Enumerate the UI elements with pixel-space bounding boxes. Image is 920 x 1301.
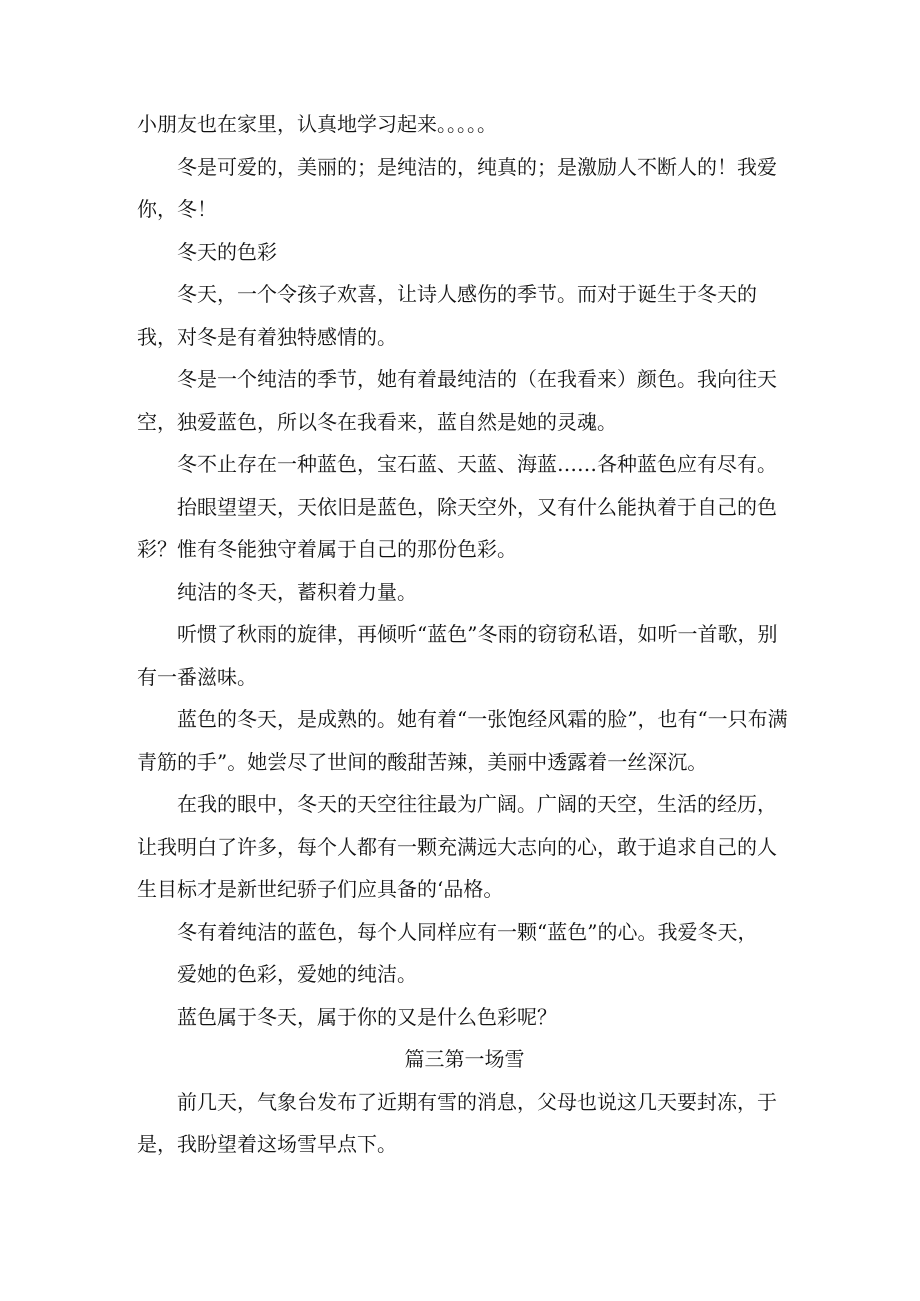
paragraph-14: 蓝色属于冬天，属于你的又是什么色彩呢？: [177, 1004, 557, 1029]
document-body: [137, 103, 792, 1166]
paragraph-4: 冬天，一个令孩子欢喜，让诗人感伤的季节。而对于诞生于冬天的我，对冬是有着独特感情的。: [137, 282, 757, 349]
paragraph-9: 听惯了秋雨的旋律，再倾听“蓝色”冬雨的窃窃私语，如听一首歌，别有一番滋味。: [137, 622, 778, 689]
paragraph-12: 冬有着纯洁的蓝色，每个人同样应有一颗“蓝色”的心。我爱冬天，: [177, 919, 758, 944]
paragraph-16: 前几天，气象台发布了近期有雪的消息，父母也说这几天要封冻，于是，我盼望着这场雪早点下。: [137, 1089, 777, 1156]
section-title-first-snow: 篇三第一场雪: [404, 1047, 525, 1071]
paragraph-6: 冬不止存在一种蓝色，宝石蓝、天蓝、海蓝……各种蓝色应有尽有。: [177, 452, 777, 476]
paragraph-11: 在我的眼中，冬天的天空往往最为广阔。广阔的天空，生活的经历，让我明白了许多，每个人都有一颗充满远大志向的心，敢于追求自己的人生目标才是新世纪骄子们应具备的‘品格。: [137, 792, 777, 901]
paragraph-1: 小朋友也在家里，认真地学习起来。。。。。: [137, 112, 497, 136]
paragraph-2: 冬是可爱的，美丽的；是纯洁的，纯真的；是激励人不断人的！我爱你，冬！: [137, 154, 777, 221]
paragraph-13: 爱她的色彩，爱她的纯洁。: [177, 962, 417, 986]
paragraph-7: 抬眼望望天，天依旧是蓝色，除天空外，又有什么能执着于自己的色彩？惟有冬能独守着属于自己的那份色彩。: [137, 494, 777, 561]
paragraph-5: 冬是一个纯洁的季节，她有着最纯洁的（在我看来）颜色。我向往天空，独爱蓝色，所以冬在我看来，蓝自然是她的灵魂。: [137, 367, 777, 434]
section-title-winter-colors: 冬天的色彩: [177, 239, 277, 264]
paragraph-10: 蓝色的冬天，是成熟的。她有着“一张饱经风霜的脸”，也有“一只布满青筋的手”。她尝尽了世间的酸甜苦辣，美丽中透露着一丝深沉。: [137, 707, 788, 774]
paragraph-8: 纯洁的冬天，蓄积着力量。: [177, 579, 417, 604]
